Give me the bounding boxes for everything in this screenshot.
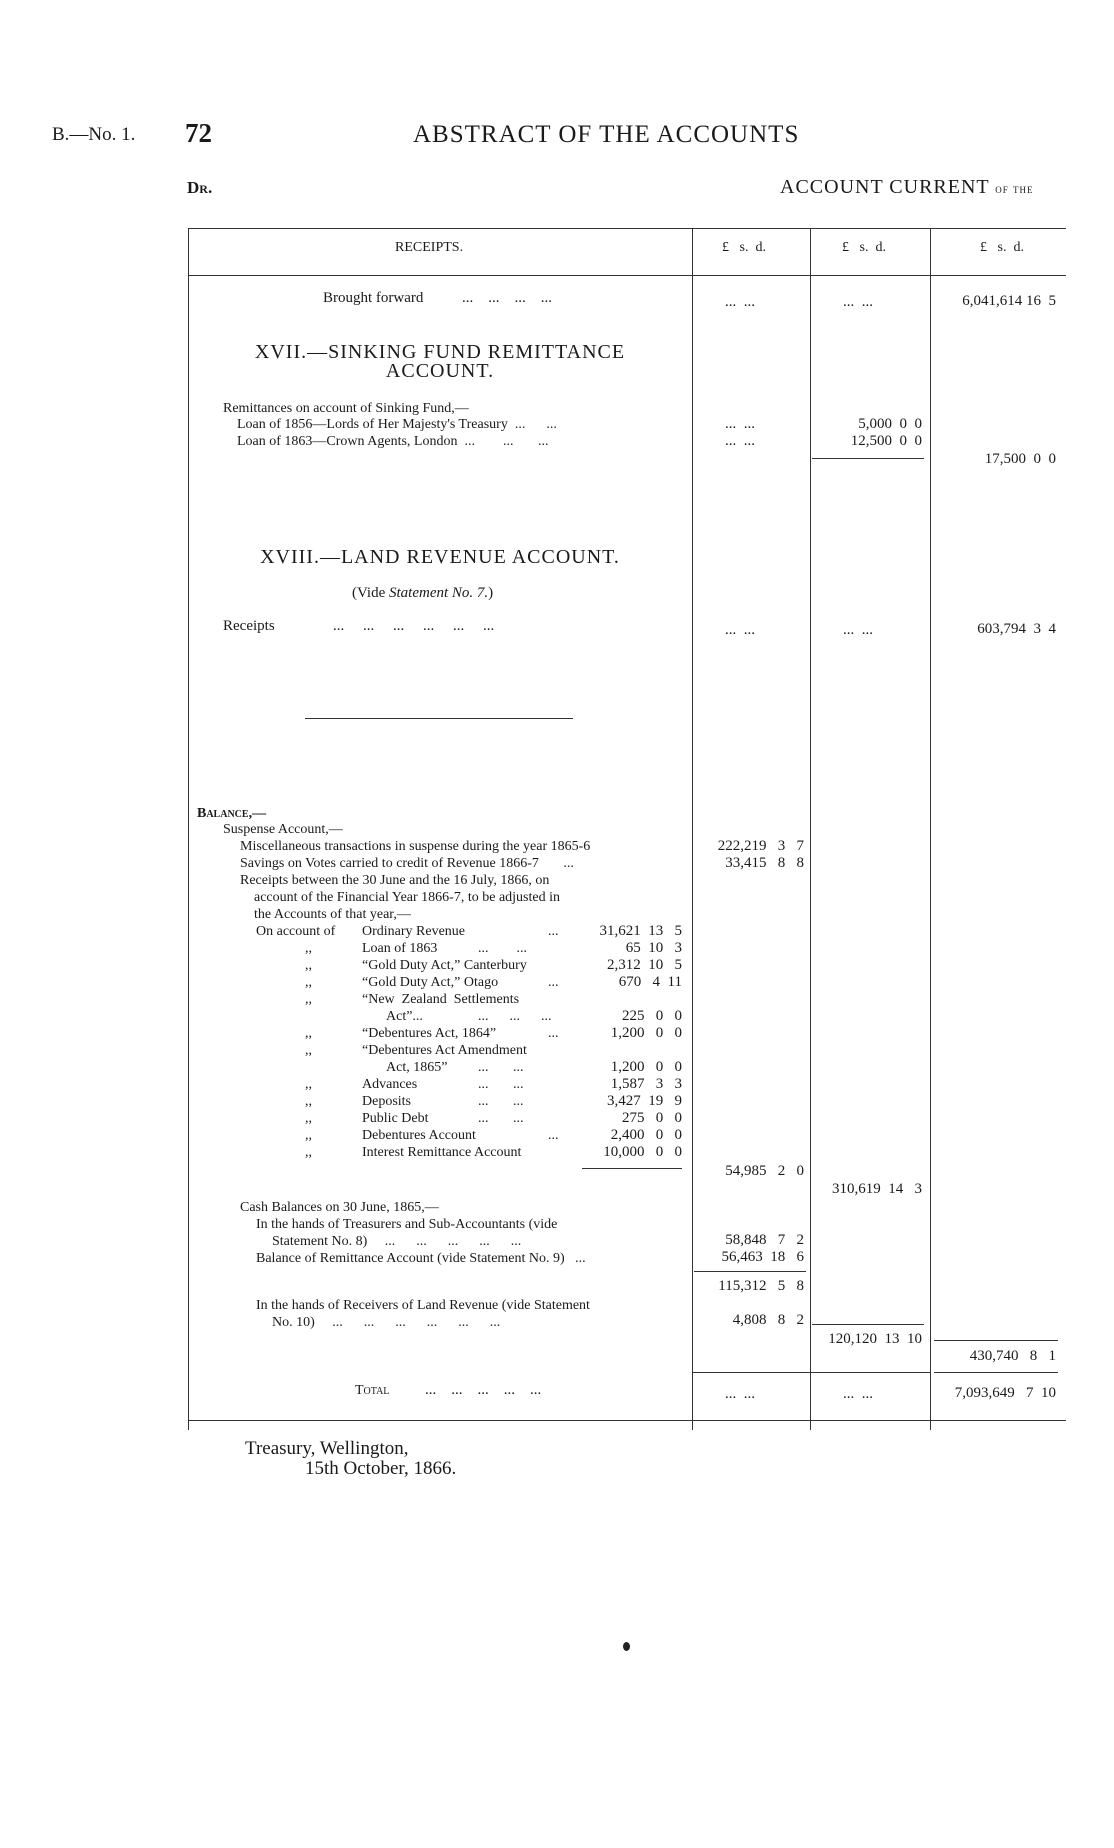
treasurers-line-2: Statement No. 8) ... ... ... ... ... <box>272 1234 522 1249</box>
col-header-receipts: RECEIPTS. <box>395 240 464 255</box>
sinking-fund-title-1: XVII.—SINKING FUND REMITTANCE <box>254 341 626 363</box>
receipt-item-dots: ... ... <box>478 1094 524 1109</box>
receipt-item-dots: ... <box>548 1128 559 1143</box>
receipt-item-dots: ... ... ... <box>478 1009 552 1024</box>
receipt-item-amount: 3,427 19 9 <box>607 1093 682 1109</box>
receipt-item-prefix: ,, <box>305 992 312 1007</box>
suspense-account-label: Suspense Account,— <box>223 822 343 837</box>
land-revenue-title: XVIII.—LAND REVENUE ACCOUNT. <box>260 546 620 568</box>
page-dot-mark <box>623 1642 630 1651</box>
receipt-item-amount: 2,312 10 5 <box>607 957 682 973</box>
receipt-item-label: “Gold Duty Act,” Canterbury <box>362 958 527 973</box>
receipt-item-amount: 670 4 11 <box>618 974 682 990</box>
receipt-item-label: “New Zealand Settlements <box>362 992 520 1007</box>
receipt-item-dots: ... ... <box>478 1060 524 1075</box>
total-dots: ... ... ... ... ... <box>425 1382 542 1398</box>
receipt-item-dots: ... ... <box>478 1077 524 1092</box>
remittance-balance-amount: 56,463 18 6 <box>721 1249 804 1265</box>
grand-total-rule <box>934 1372 1058 1373</box>
receipt-item-dots: ... ... <box>478 941 527 956</box>
brought-forward-c1: ... ... <box>725 294 755 310</box>
sinking-sum-rule <box>812 458 924 459</box>
land-receipts-label: Receipts <box>223 618 275 634</box>
savings-on-votes: Savings on Votes carried to credit of Revenue 1866-7 ... <box>240 856 574 871</box>
receipt-item-amount: 65 10 3 <box>625 940 682 956</box>
brought-forward-c2: ... ... <box>843 294 873 310</box>
total-c2: ... ... <box>843 1386 873 1402</box>
receipt-item-dots: ... ... <box>478 1111 524 1126</box>
receipts-between-2: account of the Financial Year 1866-7, to be adjusted in <box>254 890 560 905</box>
cash-total-rule <box>812 1324 924 1325</box>
receipt-item-label: “Debentures Act Amendment <box>362 1043 527 1058</box>
receipt-item-label: Loan of 1863 <box>362 941 438 956</box>
receipt-item-label: Advances <box>362 1077 418 1092</box>
receivers-amount: 4,808 8 2 <box>732 1312 804 1328</box>
receipt-item-amount: 1,200 0 0 <box>610 1025 682 1041</box>
sinking-c2-b: 12,500 0 0 <box>850 433 922 449</box>
suspense-total: 310,619 14 3 <box>832 1181 922 1197</box>
total-c1: ... ... <box>725 1386 755 1402</box>
receipts-between-1: Receipts between the 30 June and the 16 July, 1866, on <box>240 873 550 888</box>
treasurers-amount: 58,848 7 2 <box>725 1232 804 1248</box>
vide-pre: (Vide <box>352 585 390 601</box>
page-number: 72 <box>185 118 212 148</box>
receipt-item-prefix: ,, <box>305 941 312 956</box>
receipt-item-amount: 31,621 13 5 <box>599 923 682 939</box>
sinking-fund-loan-1856: Loan of 1856—Lords of Her Majesty's Treasury ... ... <box>237 417 557 432</box>
land-c2: ... ... <box>843 622 873 638</box>
debit-label: Dr. <box>187 178 213 197</box>
sinking-fund-intro: Remittances on account of Sinking Fund,— <box>223 401 469 416</box>
receivers-line-1: In the hands of Receivers of Land Revenue (vide Statement <box>256 1298 590 1313</box>
receipt-item-prefix: ,, <box>305 975 312 990</box>
treasurers-line-1: In the hands of Treasurers and Sub-Accountants (vide <box>256 1217 558 1232</box>
footer-place: Treasury, Wellington, <box>245 1438 409 1459</box>
page-title: ABSTRACT OF THE ACCOUNTS <box>413 121 800 148</box>
land-revenue-vide <box>352 585 493 602</box>
document-reference: B.—No. 1. <box>52 124 136 145</box>
sinking-fund-loan-1863: Loan of 1863—Crown Agents, London ... ... ... <box>237 434 549 449</box>
receipt-item-label: “Debentures Act, 1864” <box>362 1026 497 1041</box>
receipt-item-label: Public Debt <box>362 1111 429 1126</box>
cash-balances-label: Cash Balances on 30 June, 1865,— <box>240 1200 439 1215</box>
brought-forward-dots: ... ... ... ... <box>462 290 552 306</box>
remittance-balance: Balance of Remittance Account (vide Statement No. 9) ... <box>256 1251 586 1266</box>
receipt-item-label: Ordinary Revenue <box>362 924 466 939</box>
cash-sub-rule <box>694 1271 806 1272</box>
receipt-item-dots: ... <box>548 1026 559 1041</box>
header-rule <box>188 275 1066 276</box>
receipt-item-amount: 225 0 0 <box>622 1008 682 1024</box>
receipt-item-prefix: ,, <box>305 1077 312 1092</box>
col-header-1: £ s. d. <box>722 240 766 255</box>
section-separator <box>305 718 573 719</box>
sinking-fund-title-2: ACCOUNT. <box>385 360 495 382</box>
col-divider-2 <box>810 228 811 1430</box>
land-total: 603,794 3 4 <box>977 621 1056 637</box>
receipt-item-amount: 1,587 3 3 <box>610 1076 682 1092</box>
balance-label: Balance,— <box>197 806 267 821</box>
cash-subtotal: 115,312 5 8 <box>718 1278 804 1294</box>
receipt-item-dots: ... <box>548 975 559 990</box>
misc-transactions-amount: 222,219 3 7 <box>717 838 804 854</box>
receivers-line-2: No. 10) ... ... ... ... ... ... <box>272 1315 501 1330</box>
brought-forward-c3: 6,041,614 16 5 <box>962 293 1056 309</box>
receipt-item-prefix: ,, <box>305 1145 312 1160</box>
col-header-3: £ s. d. <box>980 240 1024 255</box>
receipts-items-total: 54,985 2 0 <box>725 1163 804 1179</box>
col-divider-3 <box>930 228 931 1430</box>
receipt-item-prefix: ,, <box>305 958 312 973</box>
sinking-total: 17,500 0 0 <box>984 451 1056 467</box>
receipt-item-prefix: On account of <box>256 924 336 939</box>
account-current-small: of the <box>995 181 1034 196</box>
misc-transactions: Miscellaneous transactions in suspense during the year 1865-6 <box>240 839 591 854</box>
balance-total-rule <box>934 1340 1058 1341</box>
sinking-c1-a: ... ... <box>725 416 755 432</box>
table-left-border <box>188 228 189 1430</box>
receipt-item-label: “Gold Duty Act,” Otago <box>362 975 499 990</box>
vide-statement: Statement No. 7. <box>389 585 489 601</box>
receipt-item-prefix: ,, <box>305 1128 312 1143</box>
savings-on-votes-amount: 33,415 8 8 <box>725 855 804 871</box>
cash-total: 120,120 13 10 <box>828 1331 922 1347</box>
total-label: Total <box>355 1383 390 1398</box>
receipt-item-amount: 10,000 0 0 <box>603 1144 682 1160</box>
account-current-main: ACCOUNT CURRENT <box>780 176 990 198</box>
receipt-item-amount: 1,200 0 0 <box>610 1059 682 1075</box>
vide-post: ) <box>488 585 494 601</box>
sinking-c1-b: ... ... <box>725 433 755 449</box>
total-row-top-rule <box>692 1372 930 1373</box>
receipts-items-rule <box>582 1168 682 1169</box>
balance-total: 430,740 8 1 <box>969 1348 1056 1364</box>
receipt-item-label: Interest Remittance Account <box>362 1145 522 1160</box>
col-header-2: £ s. d. <box>842 240 886 255</box>
table-top-border <box>188 228 1066 229</box>
receipt-item-amount: 275 0 0 <box>622 1110 682 1126</box>
receipt-item-prefix: ,, <box>305 1026 312 1041</box>
receipt-item-label: Act”... <box>386 1009 423 1024</box>
land-receipts-dots: ... ... ... ... ... ... <box>333 618 495 634</box>
receipt-item-label: Act, 1865” <box>386 1060 448 1075</box>
footer-date: 15th October, 1866. <box>305 1458 457 1479</box>
receipt-item-prefix: ,, <box>305 1094 312 1109</box>
sinking-c2-a: 5,000 0 0 <box>858 416 922 432</box>
receipt-item-dots: ... <box>548 924 559 939</box>
receipt-item-amount: 2,400 0 0 <box>610 1127 682 1143</box>
receipts-between-3: the Accounts of that year,— <box>254 907 411 922</box>
grand-total: 7,093,649 7 10 <box>954 1385 1056 1401</box>
receipt-item-label: Deposits <box>362 1094 411 1109</box>
land-c1: ... ... <box>725 622 755 638</box>
col-divider-1 <box>692 228 693 1430</box>
account-current-heading <box>780 176 1034 199</box>
table-bottom-rule <box>188 1420 1066 1421</box>
brought-forward-label: Brought forward <box>323 290 424 306</box>
receipt-item-prefix: ,, <box>305 1111 312 1126</box>
receipt-item-prefix: ,, <box>305 1043 312 1058</box>
receipt-item-label: Debentures Account <box>362 1128 476 1143</box>
